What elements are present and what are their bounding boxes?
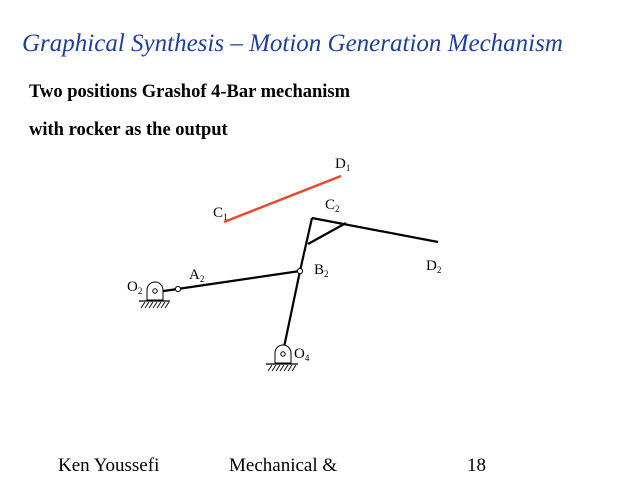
label-d1: $D_1$: [335, 156, 351, 173]
ground-pivot-o2: [139, 282, 170, 308]
label-c1: $C_1$: [213, 205, 228, 222]
label-a2: $A_2$: [189, 267, 205, 284]
label-o4: $O_4$: [294, 346, 310, 363]
label-o2: $O_2$: [127, 279, 143, 296]
footer-author: Ken Youssefi: [58, 455, 160, 476]
label-b2: $B_2$: [314, 262, 329, 279]
footer-page-number: 18: [467, 455, 486, 476]
label-d2: $D_2$: [426, 258, 442, 275]
joint-a2: [175, 286, 180, 291]
subtitle-line-2: with rocker as the output: [29, 120, 228, 140]
label-c2: $C_2$: [325, 197, 340, 214]
joint-b2: [297, 268, 302, 273]
link-c1-d1: [224, 176, 341, 222]
slide-title: Graphical Synthesis – Motion Generation Mechanism: [22, 30, 563, 57]
output-rocker: [283, 271, 300, 352]
subtitle-line-1: Two positions Grashof 4-Bar mechanism: [29, 82, 351, 102]
footer-department: Mechanical &: [229, 455, 338, 476]
